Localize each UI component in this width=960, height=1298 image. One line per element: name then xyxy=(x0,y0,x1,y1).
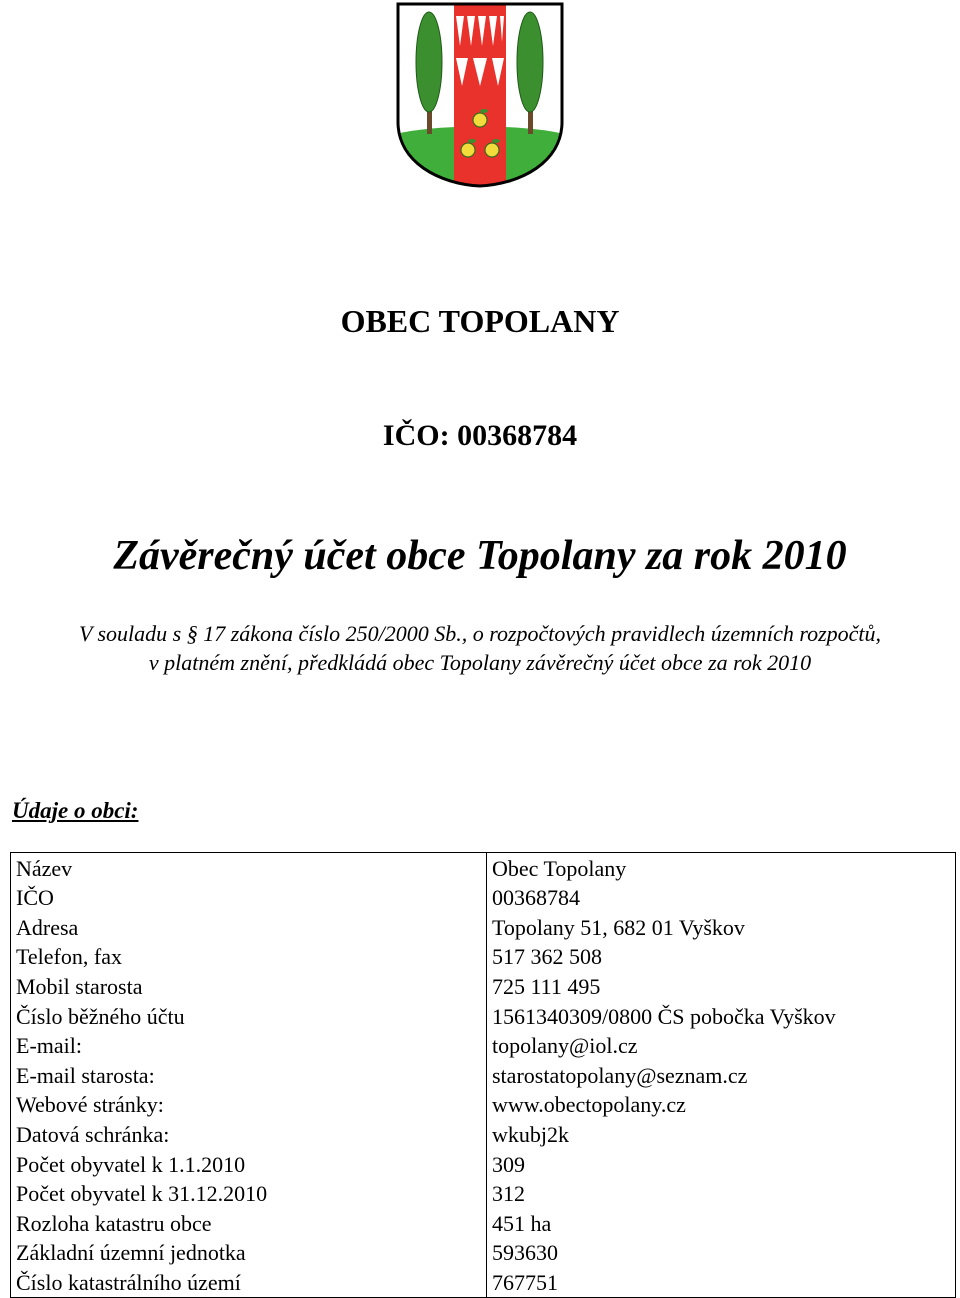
info-value: wkubj2k xyxy=(487,1119,956,1149)
info-value: 767751 xyxy=(487,1267,956,1297)
info-label: Název xyxy=(11,853,487,883)
table-row xyxy=(11,1060,956,1090)
info-label: Číslo běžného účtu xyxy=(11,1001,487,1031)
table-row xyxy=(11,1031,956,1061)
info-label: Počet obyvatel k 31.12.2010 xyxy=(11,1179,487,1209)
intro-line-2: v platném znění, předkládá obec Topolany závěrečný účet obce za rok 2010 xyxy=(148,650,812,675)
municipality-title: OBEC TOPOLANY xyxy=(340,303,620,339)
table-row xyxy=(11,1119,956,1149)
info-label: E-mail: xyxy=(11,1031,487,1061)
info-value: 517 362 508 xyxy=(487,942,956,972)
info-value: www.obectopolany.cz xyxy=(487,1090,956,1120)
intro-line-1: V souladu s § 17 zákona číslo 250/2000 Sb., o rozpočtových pravidlech územních rozpočtů, xyxy=(78,621,882,646)
municipality-info-table xyxy=(10,852,956,1298)
table-row xyxy=(11,1208,956,1238)
table-row xyxy=(11,912,956,942)
info-value: 451 ha xyxy=(487,1208,956,1238)
info-value: 725 111 495 xyxy=(487,971,956,1001)
info-label: Telefon, fax xyxy=(11,942,487,972)
section-heading: Údaje o obci: xyxy=(12,798,139,823)
ico-heading: IČO: 00368784 xyxy=(382,419,578,452)
info-value: starostatopolany@seznam.cz xyxy=(487,1060,956,1090)
info-label: Základní územní jednotka xyxy=(11,1238,487,1268)
info-value: 312 xyxy=(487,1179,956,1209)
table-row xyxy=(11,1001,956,1031)
info-value: 00368784 xyxy=(487,883,956,913)
info-label: Adresa xyxy=(11,912,487,942)
info-value: topolany@iol.cz xyxy=(487,1031,956,1061)
table-row xyxy=(11,971,956,1001)
info-label: E-mail starosta: xyxy=(11,1060,487,1090)
table-row xyxy=(11,1238,956,1268)
table-row xyxy=(11,1267,956,1297)
info-value: 309 xyxy=(487,1149,956,1179)
coat-of-arms-emblem xyxy=(396,2,564,188)
info-label: Datová schránka: xyxy=(11,1119,487,1149)
table-row xyxy=(11,883,956,913)
document-title: Závěrečný účet obce Topolany za rok 2010 xyxy=(113,533,847,579)
info-value: Topolany 51, 682 01 Vyškov xyxy=(487,912,956,942)
info-value: 1561340309/0800 ČS pobočka Vyškov xyxy=(487,1001,956,1031)
table-row xyxy=(11,1149,956,1179)
info-label: Počet obyvatel k 1.1.2010 xyxy=(11,1149,487,1179)
info-label: Mobil starosta xyxy=(11,971,487,1001)
table-row xyxy=(11,1179,956,1209)
info-value: 593630 xyxy=(487,1238,956,1268)
info-label: Webové stránky: xyxy=(11,1090,487,1120)
info-label: Číslo katastrálního území xyxy=(11,1267,487,1297)
info-value: Obec Topolany xyxy=(487,853,956,883)
info-label: Rozloha katastru obce xyxy=(11,1208,487,1238)
table-row xyxy=(11,853,956,883)
info-label: IČO xyxy=(11,883,487,913)
table-row xyxy=(11,1090,956,1120)
table-row xyxy=(11,942,956,972)
